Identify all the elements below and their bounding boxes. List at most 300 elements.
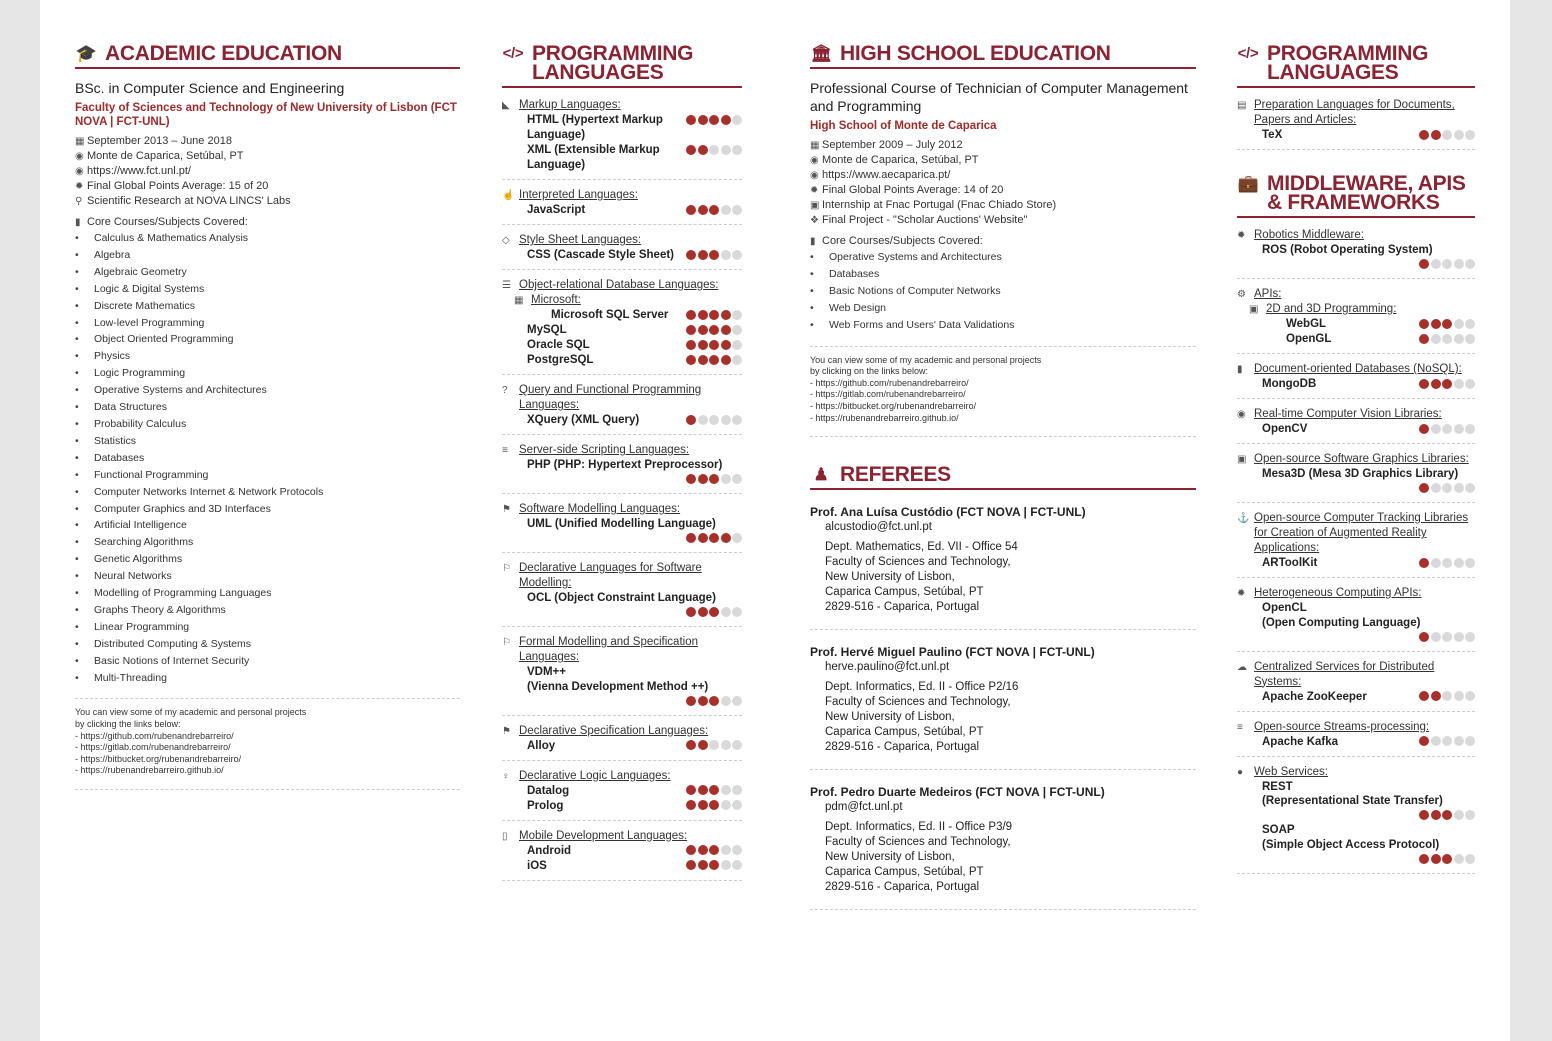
skill-dot-filled [1419,691,1429,701]
cube-icon: ▣ [1237,454,1247,465]
skill-dot-filled [709,800,719,810]
skill-dot-empty [732,115,742,125]
skill-group [1237,720,1475,757]
skill-level-dots [1418,690,1476,705]
skill-group [1237,287,1475,354]
skill-dot-empty [1442,130,1452,140]
bug-icon: ✹ [1237,588,1246,599]
skill-name: MySQL [527,324,567,336]
course-item: • Databases [75,450,460,467]
skill-name: WebGL [1286,318,1327,330]
users-icon: ♟ [813,465,829,485]
group-heading-label: Web Services: [1254,765,1328,778]
skill-dot-filled [721,115,731,125]
skill-name-detail: (Simple Object Access Protocol) [1262,838,1440,851]
skill-dot-filled [686,325,696,335]
skill-dot-empty [1442,259,1452,269]
course-item: • Modelling of Programming Languages [75,585,460,602]
skill-dot-filled [686,800,696,810]
skill-item [1237,377,1475,392]
skill-name: Datalog [527,784,570,797]
referee-address-line: Faculty of Sciences and Technology, [825,556,1011,569]
skill-item [502,113,742,143]
skill-name: TeX [1262,129,1283,141]
skill-dot-empty [1442,483,1452,493]
globe-icon: ● [1237,766,1244,778]
course-item: • Probability Calculus [75,416,460,433]
school-name: High School of Monte de Caparica [810,120,997,132]
skill-level-row [527,694,742,709]
skill-dot-filled [698,355,708,365]
group-heading[interactable] [1237,302,1475,317]
skill-name: Prolog [527,799,564,812]
skill-level-dots [1418,735,1476,750]
link-line[interactable]: - https://github.com/rubenandrebarreiro/ [810,377,969,388]
skill-dot-filled [698,250,708,260]
course-item: • Physics [75,348,460,365]
globe-icon: ◉ [75,166,84,177]
skill-name: Microsoft SQL Server [551,309,669,321]
skill-name: OpenCL [1262,602,1307,614]
skill-dot-filled [686,740,696,750]
skill-name: XML (Extensible Markup Language) [527,144,660,171]
certificate-icon: ✹ [810,185,819,196]
eye-icon: ◉ [1237,409,1246,420]
skill-group [1237,586,1475,652]
referee-email[interactable]: herve.paulino@fct.unl.pt [825,661,950,674]
skill-dot-filled [1442,810,1452,820]
skill-dot-filled [698,310,708,320]
skill-dot-filled [698,533,708,543]
skill-level-dots [685,739,743,754]
skill-dot-empty [698,415,708,425]
skill-name-detail: (Vienna Development Method ++) [527,680,709,693]
skill-item [1237,690,1475,705]
skill-level-dots [685,799,743,814]
group-heading[interactable] [1237,362,1475,377]
course-item: • Neural Networks [75,568,460,585]
referee-address-line: Faculty of Sciences and Technology, [825,696,1011,709]
skill-dot-empty [721,415,731,425]
group-heading[interactable] [1237,720,1475,735]
skill-item [502,844,742,859]
skill-dot-filled [686,474,696,484]
course-item: • Algebra [75,247,460,264]
group-heading-label: Mobile Development Languages: [519,829,688,842]
skill-name: Mesa3D (Mesa 3D Graphics Library) [1262,468,1459,480]
skill-name: JavaScript [527,204,586,216]
link-line[interactable]: - https://bitbucket.org/rubenandrebarreiro/ [75,753,242,764]
website-link[interactable]: ◉ https://www.aecaparica.pt/ [810,169,951,181]
skill-dot-filled [698,860,708,870]
skill-dot-filled [1431,379,1441,389]
course-item: • Web Forms and Users' Data Validations [810,317,1196,334]
skill-name: XQuery (XML Query) [527,414,640,426]
skill-dot-empty [1454,130,1464,140]
project-links[interactable] [75,707,460,777]
skill-dot-filled [1419,424,1429,434]
group-heading-label: Robotics Middleware: [1254,229,1364,241]
skill-dot-empty [721,785,731,795]
skill-item [502,458,742,487]
referee-name: Prof. Pedro Duarte Medeiros (FCT NOVA | FCT-UNL) [810,785,1105,800]
map-marker-icon: ◉ [75,151,84,162]
core-courses-heading: ▮ Core Courses/Subjects Covered: [810,235,983,247]
book-icon: ▮ [810,236,816,247]
skill-dot-empty [1442,334,1452,344]
skill-dot-filled [1431,130,1441,140]
referee-address-line: Caparica Campus, Setúbal, PT [825,586,984,599]
skill-dot-empty [732,474,742,484]
group-heading[interactable] [502,724,742,739]
course-title: Professional Course of Technician of Computer Management and Programming [810,80,1188,114]
skill-item [1237,467,1475,496]
link-line[interactable]: - https://rubenandrebarreiro.github.io/ [810,412,959,423]
skill-dot-filled [686,355,696,365]
skill-dot-filled [709,310,719,320]
group-heading-label: Heterogeneous Computing APIs: [1254,587,1422,599]
group-heading-label: Interpreted Languages: [519,189,638,201]
gpa: ✹ Final Global Points Average: 15 of 20 [75,180,269,192]
skill-dot-empty [721,474,731,484]
skill-dot-filled [686,533,696,543]
skill-dot-empty [1465,632,1475,642]
skill-dot-filled [698,474,708,484]
skill-item [1237,556,1475,571]
skill-group [1237,660,1475,712]
course-item: • Operative Systems and Architectures [75,382,460,399]
skill-dot-filled [709,205,719,215]
code-icon: </> [1237,45,1259,62]
skill-dot-filled [1442,854,1452,864]
core-courses-heading: ▮ Core Courses/Subjects Covered: [75,216,248,228]
group-heading[interactable] [502,98,742,113]
skill-dot-empty [1454,319,1464,329]
skill-dot-empty [1454,483,1464,493]
skill-level-dots [685,474,743,486]
skill-dot-empty [732,355,742,365]
group-heading-label: Declarative Specification Languages: [519,724,709,737]
skill-level-row [527,606,742,621]
skill-dot-filled [698,115,708,125]
skill-item [502,799,742,814]
skill-dot-empty [709,145,719,155]
group-heading[interactable] [502,293,742,308]
skill-level-dots [685,353,743,368]
skill-group [1237,452,1475,503]
skill-dot-filled [698,740,708,750]
briefcase-icon: 💼 [1237,174,1259,193]
skill-level-dots [685,338,743,353]
group-heading[interactable] [502,383,742,413]
skill-item [1237,128,1475,143]
skill-dot-empty [732,740,742,750]
skill-name: CSS (Cascade Style Sheet) [527,249,675,261]
link-line[interactable]: You can view some of my academic and personal projects [75,707,307,718]
skill-dot-filled [1431,810,1441,820]
skill-dot-empty [721,845,731,855]
link-line[interactable]: - https://bitbucket.org/rubenandrebarreiro/ [810,400,977,411]
skill-item [1237,780,1475,824]
skill-dot-filled [1419,558,1429,568]
skill-item [502,248,742,263]
location: ◉ Monte de Caparica, Setúbal, PT [810,154,979,166]
group-heading[interactable] [1237,511,1475,556]
windows-icon: ▦ [514,295,524,306]
database-icon: ☰ [502,280,511,291]
skill-group [502,233,742,270]
group-heading-label: Preparation Languages for Documents, Papers and Articles: [1254,99,1455,126]
skill-dot-empty [1431,483,1441,493]
skill-dot-filled [1419,379,1429,389]
website-link[interactable]: ◉ https://www.fct.unl.pt/ [75,165,191,177]
referee-email[interactable]: pdm@fct.unl.pt [825,801,903,814]
skill-group [502,188,742,225]
link-line[interactable]: - https://rubenandrebarreiro.github.io/ [75,765,224,776]
skill-group [1237,228,1475,279]
location: ◉ Monte de Caparica, Setúbal, PT [75,150,244,162]
link-line[interactable]: - https://gitlab.com/rubenandrebarreiro/ [75,742,231,753]
skill-group [502,443,742,494]
skill-level-dots [1418,483,1476,495]
skill-item [502,203,742,218]
group-heading-label: Style Sheet Languages: [519,234,642,246]
group-heading[interactable] [502,188,742,203]
skill-dot-empty [721,607,731,617]
referee-address-line: 2829-516 - Caparica, Portugal [825,601,980,614]
skill-dot-empty [732,250,742,260]
skill-name: PostgreSQL [527,354,594,366]
skill-name: VDM++ [527,666,566,678]
skill-dot-empty [1442,558,1452,568]
group-heading[interactable] [502,502,742,517]
skill-group [1237,362,1475,399]
skill-dot-filled [709,325,719,335]
skill-item [502,323,742,338]
group-heading[interactable] [502,635,742,665]
language-groups [1237,98,1475,150]
skill-item [502,308,742,323]
code-icon: </> [502,45,524,62]
skill-dot-empty [732,145,742,155]
skill-dot-empty [732,340,742,350]
skill-group [502,769,742,821]
skill-dot-filled [709,250,719,260]
calendar-icon: ▦ [810,140,820,151]
course-item: • Algebraic Geometry [75,264,460,281]
institution: Faculty of Sciences and Technology of New University of Lisbon (FCT NOVA | FCT-UNL) [75,102,457,128]
skill-name: Apache Kafka [1262,735,1339,748]
puzzle-icon: ❖ [810,215,819,226]
course-item: • Calculus & Mathematics Analysis [75,230,460,247]
skill-dot-empty [732,415,742,425]
course-item: • Databases [810,266,1196,283]
skill-name: MongoDB [1262,378,1317,390]
group-heading[interactable] [1237,98,1475,128]
group-heading-label: Microsoft: [531,294,581,306]
skill-dot-filled [709,860,719,870]
skill-dot-empty [721,250,731,260]
skill-name: Alloy [527,739,556,752]
referee-address-line: Caparica Campus, Setúbal, PT [825,726,984,739]
skill-name: UML (Unified Modelling Language) [527,518,716,530]
skill-name: ARToolKit [1262,557,1318,569]
certificate-icon: ✹ [75,181,84,192]
skill-level-dots [1418,317,1476,332]
group-heading[interactable] [1237,660,1475,690]
hand-pointer-icon: ☝ [502,190,515,201]
skill-dot-empty [1454,736,1464,746]
group-heading[interactable] [502,561,742,591]
skill-name: ROS (Robot Operating System) [1262,244,1433,256]
skill-dot-filled [1419,259,1429,269]
course-item: • Linear Programming [75,619,460,636]
skill-dot-empty [732,325,742,335]
skill-group [1237,98,1475,150]
skill-dot-filled [1419,483,1429,493]
skill-dot-empty [1465,379,1475,389]
skill-dot-empty [1442,736,1452,746]
globe-icon: ◉ [810,170,819,181]
skill-dot-filled [721,310,731,320]
skill-dot-filled [721,355,731,365]
skill-level-row [527,532,742,547]
skill-level-dots [1418,377,1476,392]
group-heading[interactable] [1237,407,1475,422]
referee-address-line: 2829-516 - Caparica, Portugal [825,881,980,894]
cube-icon: ▣ [1249,304,1259,315]
skill-dot-empty [1442,632,1452,642]
skill-dot-filled [686,607,696,617]
skill-dot-empty [721,860,731,870]
group-heading-label: Centralized Services for Distributed Systems: [1254,660,1435,688]
skill-dot-empty [732,533,742,543]
course-item: • Operative Systems and Architectures [810,249,1196,266]
link-line[interactable]: - https://gitlab.com/rubenandrebarreiro/ [810,389,966,400]
middleware-title: 💼 MIDDLEWARE, APIS & FRAMEWORKS [1237,174,1475,218]
skill-item [502,413,742,428]
skill-dot-filled [1431,691,1441,701]
skill-dot-filled [686,340,696,350]
skill-dot-filled [721,533,731,543]
research: ⚲ Scientific Research at NOVA LINCS' Labs [75,195,291,207]
skill-dot-empty [1465,810,1475,820]
link-line[interactable]: You can view some of my academic and personal projects [810,354,1042,365]
skill-dot-filled [698,800,708,810]
skill-level-dots [685,533,743,545]
link-line[interactable]: by clicking the links below: [75,719,181,730]
referee [810,784,1196,910]
skill-level-row [1262,809,1475,824]
group-heading-label: Real-time Computer Vision Libraries: [1254,408,1442,420]
skill-level-dots [685,203,743,218]
group-heading-label: Markup Languages: [519,99,621,111]
group-heading-label: Server-side Scripting Languages: [519,444,690,456]
link-line[interactable]: - https://github.com/rubenandrebarreiro/ [75,730,234,741]
skill-item [1237,243,1475,272]
skill-dot-filled [1419,736,1429,746]
skill-dot-empty [1454,854,1464,864]
skill-dot-empty [1465,558,1475,568]
skill-dot-empty [1465,130,1475,140]
skill-dot-empty [1431,334,1441,344]
skill-level-dots [685,413,743,428]
group-heading-label: APIs: [1254,288,1282,300]
high-school-section [810,44,1196,924]
skill-dot-filled [1419,334,1429,344]
skill-dot-filled [1419,632,1429,642]
group-heading[interactable] [1237,287,1475,302]
dates: ▦ September 2013 – June 2018 [75,135,232,147]
skill-dot-filled [686,250,696,260]
skill-group [502,383,742,435]
skill-dot-empty [1454,558,1464,568]
skill-dot-filled [709,607,719,617]
calendar-icon: ▦ [75,136,85,147]
group-heading[interactable] [1237,765,1475,780]
group-heading[interactable] [502,443,742,458]
group-heading-label: Declarative Logic Languages: [519,769,671,782]
group-heading[interactable] [502,278,742,293]
skill-level-row [527,473,742,488]
group-heading[interactable] [1237,228,1475,243]
skill-item [502,591,742,620]
referee-address-line: Dept. Mathematics, Ed. VII - Office 54 [825,541,1018,554]
flag-outline-icon: ⚐ [502,637,511,648]
skill-dot-empty [1465,319,1475,329]
skill-dot-filled [709,355,719,365]
group-heading[interactable] [1237,586,1475,601]
course-item: • Graphs Theory & Algorithms [75,602,460,619]
skill-dot-empty [1454,810,1464,820]
skill-dot-empty [721,205,731,215]
project-links[interactable] [810,355,1196,425]
skill-dot-filled [686,696,696,706]
skill-dot-empty [732,310,742,320]
group-heading[interactable] [502,769,742,784]
referee-address-line: New University of Lisbon, [825,851,955,864]
group-heading[interactable] [502,233,742,248]
skill-level-dots [685,695,743,707]
skill-dot-empty [1465,334,1475,344]
skill-dot-filled [686,785,696,795]
skill-dot-empty [709,415,719,425]
course-item: • Computer Networks Internet & Network Protocols [75,484,460,501]
group-heading-label: 2D and 3D Programming: [1266,303,1397,315]
skill-level-dots [1418,810,1476,822]
group-heading[interactable] [1237,452,1475,467]
link-line[interactable]: by clicking on the links below: [810,366,929,377]
skill-dot-filled [1431,854,1441,864]
skill-dot-filled [686,415,696,425]
skill-level-dots [685,323,743,338]
skill-dot-empty [721,696,731,706]
referee-email[interactable]: alcustodio@fct.unl.pt [825,521,932,534]
course-item: • Statistics [75,433,460,450]
gpa: ✹ Final Global Points Average: 14 of 20 [810,184,1004,196]
skill-name-detail: (Representational State Transfer) [1262,795,1443,807]
skill-item [1237,422,1475,437]
skill-level-dots [1418,853,1476,865]
flag-checkered-icon: ⚐ [502,563,511,574]
file-icon: ▮ [1237,364,1243,375]
group-heading[interactable] [502,829,742,844]
skill-level-dots [685,248,743,263]
skill-level-row [1262,630,1475,645]
skill-level-dots [685,607,743,619]
skill-group [502,635,742,716]
course-item: • Artificial Intelligence [75,517,460,534]
